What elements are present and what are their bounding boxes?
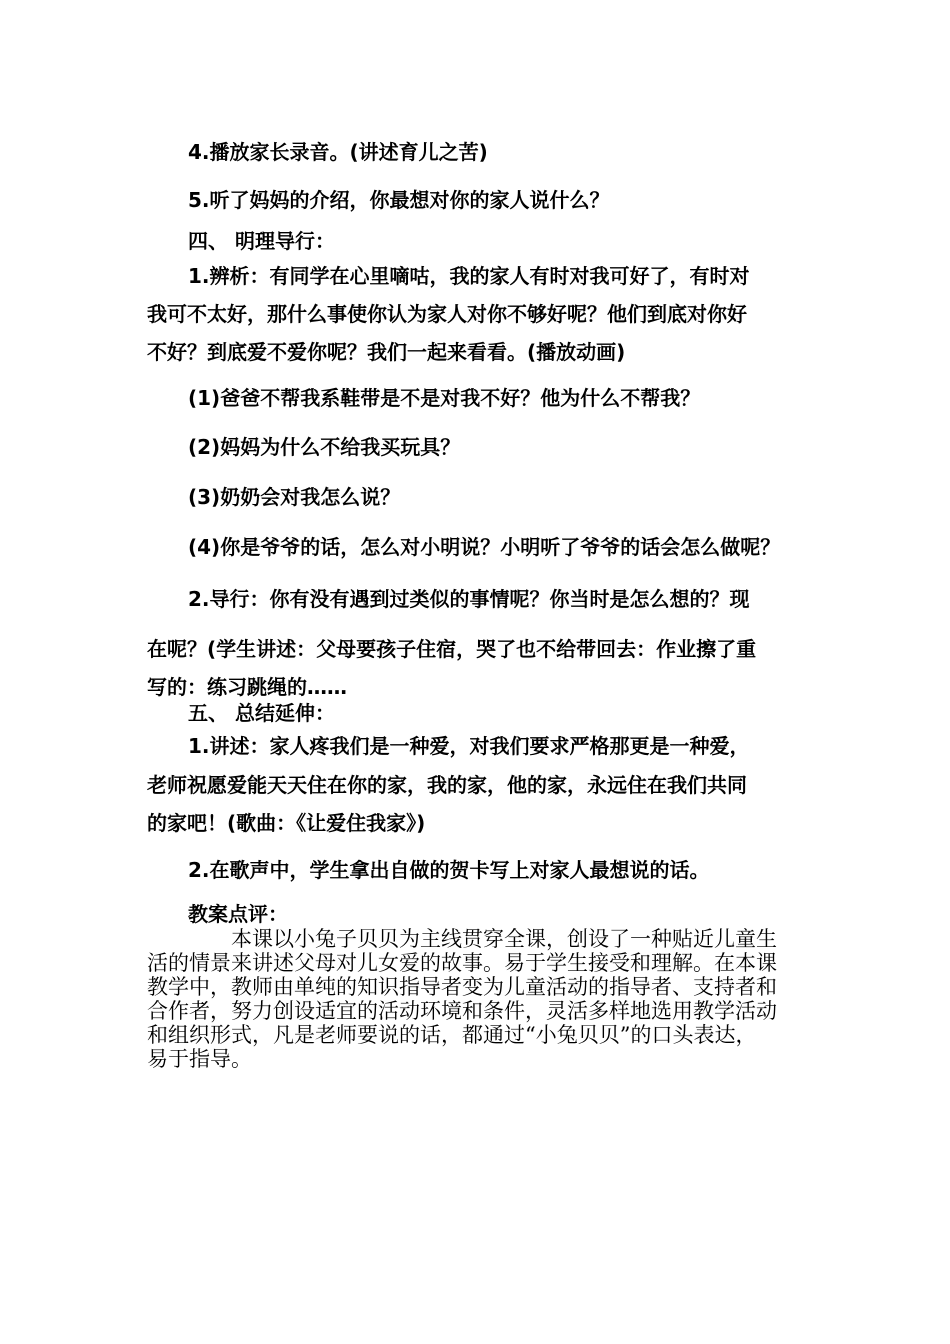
- comment-line: 本课以小兔子贝贝为主线贯穿全课，创设了一种贴近儿童生: [231, 927, 777, 951]
- text-line: 写的：练习跳绳的……: [147, 675, 347, 699]
- section-heading: 教案点评：: [188, 902, 288, 926]
- comment-line: 教学中，教师由单纯的知识指导者变为儿童活动的指导者、支持者和: [147, 975, 777, 999]
- section-heading: 四、 明理导行：: [188, 229, 335, 253]
- text-line: 老师祝愿爱能天天住在你的家，我的家，他的家，永远住在我们共同: [147, 773, 747, 797]
- text-line: 2.在歌声中，学生拿出自做的贺卡写上对家人最想说的话。: [188, 858, 710, 882]
- text-line: 我可不太好，那什么事使你认为家人对你不够好呢？他们到底对你好: [147, 302, 747, 326]
- text-line: 在呢？(学生讲述：父母要孩子住宿，哭了也不给带回去：作业擦了重: [147, 637, 757, 661]
- comment-line: 活的情景来讲述父母对儿女爱的故事。易于学生接受和理解。在本课: [147, 951, 777, 975]
- text-line: (1)爸爸不帮我系鞋带是不是对我不好？他为什么不帮我？: [188, 386, 701, 410]
- text-line: 不好？到底爱不爱你呢？我们一起来看看。(播放动画): [147, 340, 626, 364]
- section-heading: 五、 总结延伸：: [188, 701, 335, 725]
- comment-line: 合作者，努力创设适宜的活动环境和条件，灵活多样地选用教学活动: [147, 999, 777, 1023]
- text-line: 4.播放家长录音。(讲述育儿之苦): [188, 140, 488, 164]
- text-line: (4)你是爷爷的话，怎么对小明说？小明听了爷爷的话会怎么做呢？: [188, 535, 781, 559]
- comment-line: 和组织形式，凡是老师要说的话，都通过“小兔贝贝”的口头表达，: [147, 1023, 757, 1047]
- comment-line: 易于指导。: [147, 1047, 252, 1071]
- text-line: (3)奶奶会对我怎么说？: [188, 485, 401, 509]
- text-line: 1.讲述：家人疼我们是一种爱，对我们要求严格那更是一种爱，: [188, 734, 750, 758]
- text-line: (2)妈妈为什么不给我买玩具？: [188, 435, 461, 459]
- text-line: 的家吧！(歌曲：《让爱住我家》): [147, 811, 426, 835]
- text-line: 5.听了妈妈的介绍，你最想对你的家人说什么？: [188, 188, 610, 212]
- text-line: 2.导行：你有没有遇到过类似的事情呢？你当时是怎么想的？现: [188, 587, 750, 611]
- text-line: 1.辨析：有同学在心里嘀咕，我的家人有时对我可好了，有时对: [188, 264, 750, 288]
